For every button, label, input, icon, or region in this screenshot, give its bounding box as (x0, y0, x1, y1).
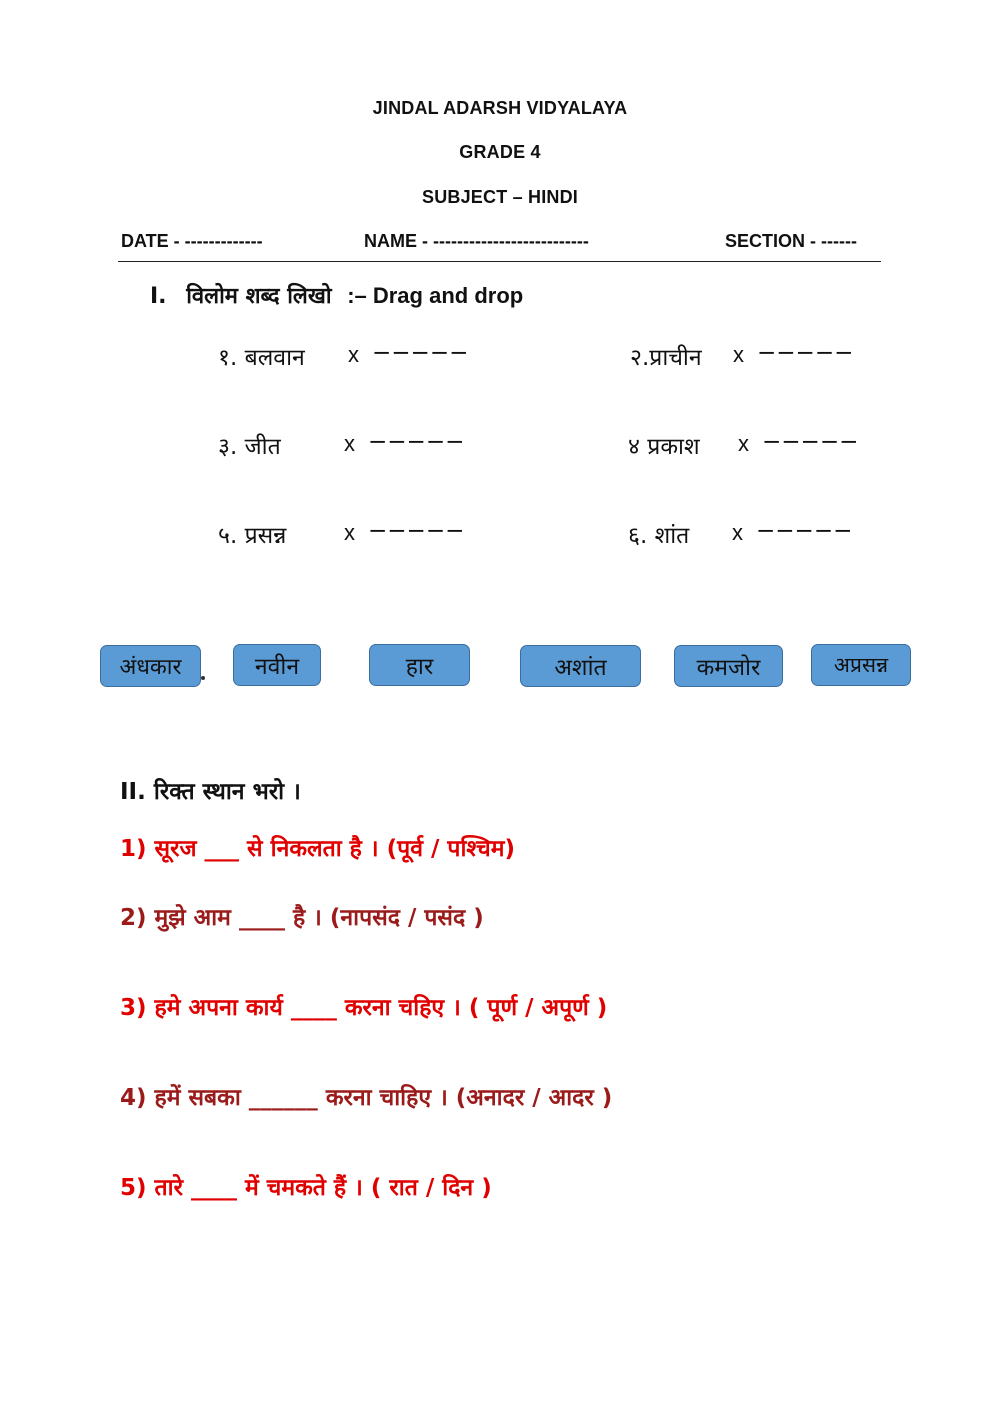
stray-dot (201, 676, 205, 680)
fill-blank-sentence: 3) हमे अपना कार्य ____ करना चहिए । ( पूर्ण / अपूर्ण ) (120, 995, 608, 1021)
antonym-item (628, 518, 853, 550)
answer-drop-zone[interactable]: −−−−− (757, 340, 854, 366)
cross-mark: x (344, 520, 355, 545)
answer-drop-zone[interactable]: −−−−− (762, 429, 859, 455)
antonym-item (628, 429, 859, 461)
fill-blank-sentence: 4) हमें सबका ______ करना चाहिए । (अनादर / आदर ) (120, 1085, 613, 1111)
antonym-item (218, 518, 465, 550)
cross-mark: x (348, 342, 359, 367)
word-chip-aprasann[interactable]: अप्रसन्न (811, 644, 911, 686)
word-chip-naveen[interactable]: नवीन (233, 644, 321, 686)
antonym-word: २.प्राचीन (630, 345, 702, 371)
cross-mark: x (732, 520, 743, 545)
section1-title (150, 280, 523, 310)
word-chip-kamjor[interactable]: कमजोर (674, 645, 783, 687)
section-field: SECTION - ------ (725, 231, 857, 251)
antonym-word: ५. प्रसन्न (218, 523, 287, 549)
fill-blank-sentence: 1) सूरज ___ से निकलता है । (पूर्व / पश्चिम) (120, 836, 516, 862)
grade-label: GRADE 4 (459, 142, 541, 162)
answer-drop-zone[interactable]: −−−−− (368, 429, 465, 455)
subject-label: SUBJECT – HINDI (421, 187, 579, 207)
fill-blank-sentence: 5) तारे ____ में चमकते हैं । ( रात / दिन ) (120, 1175, 492, 1201)
word-chip-andhkar[interactable]: अंधकार (100, 645, 201, 687)
cross-mark: x (733, 342, 744, 367)
answer-drop-zone[interactable]: −−−−− (368, 518, 465, 544)
section2-title: II. रिक्त स्थान भरो । (120, 779, 301, 805)
antonym-item (630, 340, 854, 372)
header-divider (118, 261, 881, 262)
antonym-item (218, 429, 465, 461)
section1-title-english: :– Drag and drop (347, 283, 524, 308)
school-name: JINDAL ADARSH VIDYALAYA (372, 98, 628, 118)
date-field: DATE - ------------- (121, 231, 263, 251)
fill-blank-sentence: 2) मुझे आम ____ है । (नापसंद / पसंद ) (120, 905, 484, 931)
cross-mark: x (738, 431, 749, 456)
answer-drop-zone[interactable]: −−−−− (372, 340, 469, 366)
answer-drop-zone[interactable]: −−−−− (756, 518, 853, 544)
name-field: NAME - -------------------------- (364, 231, 589, 251)
section1-title-hindi: विलोम शब्द लिखो (186, 284, 332, 309)
antonym-item (218, 340, 469, 372)
section1-number: I. (150, 284, 167, 309)
word-chip-haar[interactable]: हार (369, 644, 470, 686)
word-chip-ashaant[interactable]: अशांत (520, 645, 641, 687)
antonym-word: ६. शांत (628, 523, 690, 549)
cross-mark: x (344, 431, 355, 456)
antonym-word: १. बलवान (218, 345, 305, 371)
antonym-word: ४ प्रकाश (628, 434, 700, 460)
antonym-word: ३. जीत (218, 434, 281, 460)
